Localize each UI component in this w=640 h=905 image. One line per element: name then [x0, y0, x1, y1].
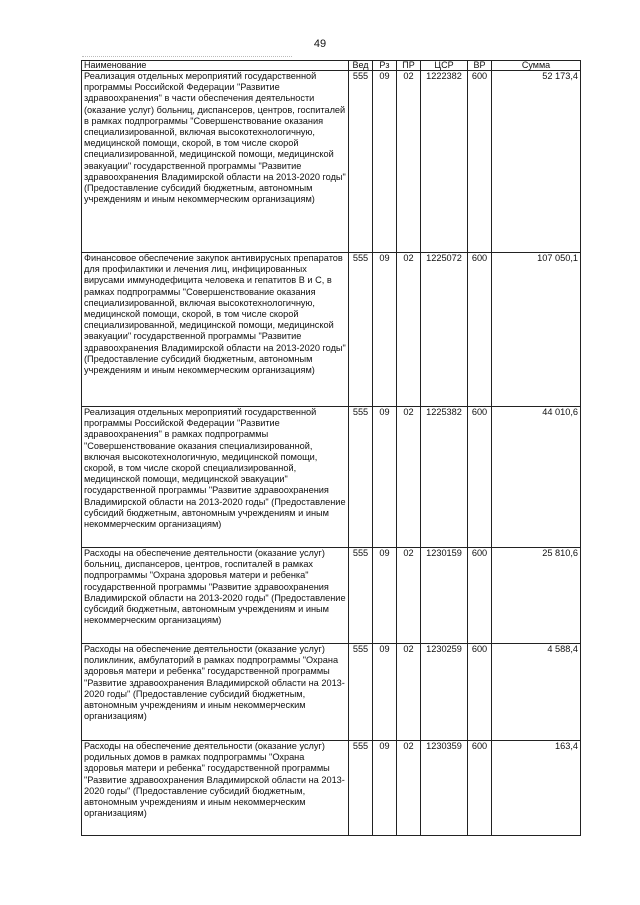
row-vr: 600: [468, 71, 492, 253]
row-name: Реализация отдельных мероприятий государственной программы Российской Федерации "Развитие здравоохранения" в части обеспечения деятельности (оказание услуг) больниц, диспансеров, центров, госпиталей в рамках подпрограммы "Совершенствование оказания специализированной, включая высокотехнологичную, медицинской помощи, скорой, в том числе скорой специализированной, медицинской помощи, медицинской эвакуации" государственной программы "Развитие здравоохранения Владимирской области на 2013-2020 годы" (Предоставление субсидий бюджетным, автономным учреждениям и иным некоммерческим организациям): [82, 71, 349, 253]
header-pr: ПР: [397, 61, 421, 71]
row-ved: 555: [349, 644, 373, 741]
budget-table: [81, 60, 581, 836]
row-rz: 09: [373, 71, 397, 253]
row-sum: 107 050,1: [492, 253, 581, 407]
row-name: Расходы на обеспечение деятельности (оказание услуг) поликлиник, амбулаторий в рамках подпрограммы "Охрана здоровья матери и ребенка" государственной программы "Развитие здравоохранения Владимирской области на 2013-2020 годы" (Предоставление субсидий бюджетным, автономным учреждениям и иным некоммерческим организациям): [82, 644, 349, 741]
table-row: [82, 71, 581, 253]
row-ved: 555: [349, 407, 373, 548]
row-vr: 600: [468, 644, 492, 741]
row-vr: 600: [468, 741, 492, 836]
header-ved: Вед: [349, 61, 373, 71]
row-csr: 1230359: [421, 741, 468, 836]
row-ved: 555: [349, 71, 373, 253]
row-csr: 1225382: [421, 407, 468, 548]
table-header-row: [82, 61, 581, 71]
row-csr: 1222382: [421, 71, 468, 253]
row-pr: 02: [397, 407, 421, 548]
table-row: [82, 644, 581, 741]
row-vr: 600: [468, 407, 492, 548]
row-sum: 4 588,4: [492, 644, 581, 741]
row-ved: 555: [349, 741, 373, 836]
table-row: [82, 548, 581, 644]
row-rz: 09: [373, 644, 397, 741]
row-sum: 163,4: [492, 741, 581, 836]
row-sum: 25 810,6: [492, 548, 581, 644]
header-rz: Рз: [373, 61, 397, 71]
row-pr: 02: [397, 741, 421, 836]
table-row: [82, 741, 581, 836]
row-pr: 02: [397, 71, 421, 253]
table-row: [82, 407, 581, 548]
row-pr: 02: [397, 548, 421, 644]
row-name: Расходы на обеспечение деятельности (оказание услуг) родильных домов в рамках подпрограммы "Охрана здоровья матери и ребенка" государственной программы "Развитие здравоохранения Владимирской области на 2013-2020 годы" (Предоставление субсидий бюджетным, автономным учреждениям и иным некоммерческим организациям): [82, 741, 349, 836]
row-name: Реализация отдельных мероприятий государственной программы Российской Федерации "Развитие здравоохранения" в рамках подпрограммы "Совершенствование оказания специализированной, включая высокотехнологичную, медицинской помощи, скорой, в том числе скорой специализированной, медицинской помощи, медицинской эвакуации" государственной программы "Развитие здравоохранения Владимирской области на 2013-2020 годы" (Предоставление субсидий бюджетным, автономным учреждениям и иным некоммерческим организациям): [82, 407, 349, 548]
row-ved: 555: [349, 253, 373, 407]
row-ved: 555: [349, 548, 373, 644]
row-sum: 44 010,6: [492, 407, 581, 548]
row-sum: 52 173,4: [492, 71, 581, 253]
table-row: [82, 253, 581, 407]
page-number: 49: [313, 38, 327, 50]
row-name: Финансовое обеспечение закупок антивирусных препаратов для профилактики и лечения лиц, инфицированных вирусами иммунодефицита человека и гепатитов В и С, в рамках подпрограммы "Совершенствование оказания специализированной, включая высокотехнологичную, медицинской помощи, скорой, в том числе скорой специализированной, медицинской помощи, медицинской эвакуации" государственной программы "Развитие здравоохранения Владимирской области на 2013-2020 годы" (Предоставление субсидий бюджетным, автономным учреждениям и иным некоммерческим организациям): [82, 253, 349, 407]
row-csr: 1230159: [421, 548, 468, 644]
row-rz: 09: [373, 253, 397, 407]
row-rz: 09: [373, 741, 397, 836]
row-name: Расходы на обеспечение деятельности (оказание услуг) больниц, диспансеров, центров, госпиталей в рамках подпрограммы "Охрана здоровья матери и ребенка" государственной программы "Развитие здравоохранения Владимирской области на 2013-2020 годы" (Предоставление субсидий бюджетным, автономным учреждениям и иным некоммерческим организациям): [82, 548, 349, 644]
row-rz: 09: [373, 548, 397, 644]
header-sum: Сумма: [492, 61, 581, 71]
row-pr: 02: [397, 644, 421, 741]
row-vr: 600: [468, 253, 492, 407]
header-csr: ЦСР: [421, 61, 468, 71]
header-vr: ВР: [468, 61, 492, 71]
header-name: Наименование: [82, 61, 349, 71]
row-vr: 600: [468, 548, 492, 644]
scan-artifact-line: [82, 56, 292, 58]
row-csr: 1225072: [421, 253, 468, 407]
row-rz: 09: [373, 407, 397, 548]
row-csr: 1230259: [421, 644, 468, 741]
row-pr: 02: [397, 253, 421, 407]
